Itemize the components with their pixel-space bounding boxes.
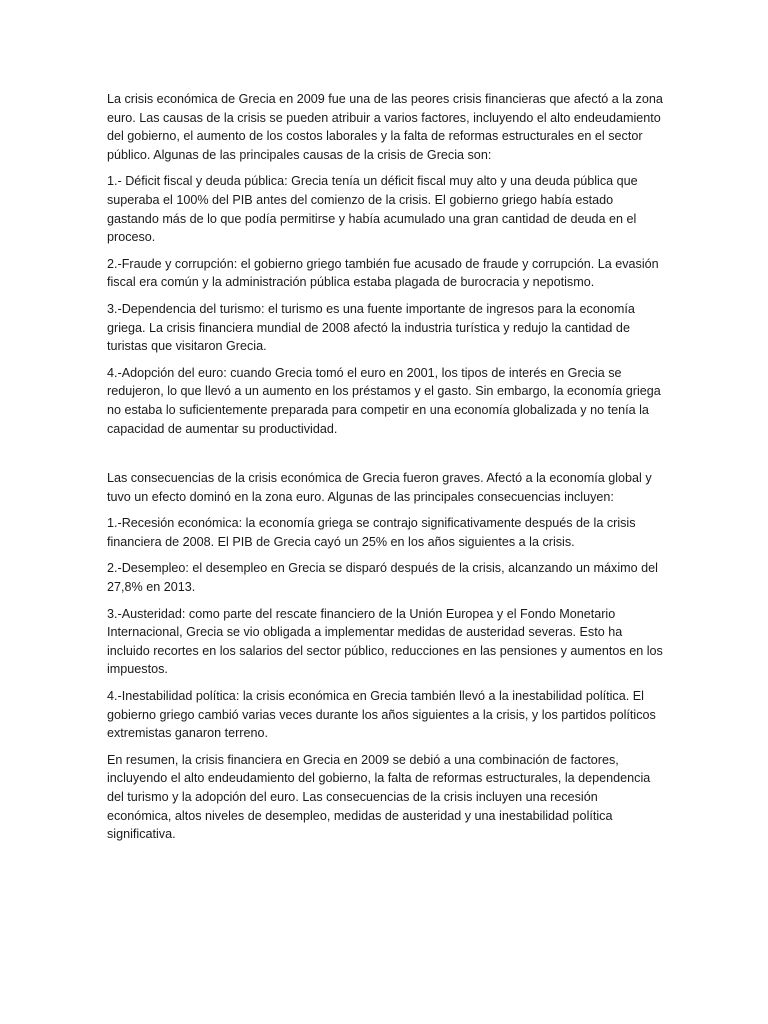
document-page [107,90,663,852]
section-spacer [107,446,663,469]
consequence-item-2: 2.-Desempleo: el desempleo en Grecia se disparó después de la crisis, alcanzando un máximo del 27,8% en 2013. [107,561,658,595]
consequence-item-1: 1.-Recesión económica: la economía griega se contrajo significativamente después de la crisis financiera de 2008. El PIB de Grecia cayó un 25% en los años siguientes a la crisis. [107,516,636,549]
consequences-section [107,469,663,844]
consequence-item-3: 3.-Austeridad: como parte del rescate financiero de la Unión Europea y el Fondo Monetario Internacional, Grecia se vio obligada a implementar medidas de austeridad severas. Esto ha incluido recortes en los salarios del sector público, reducciones en las pensiones y aumentos en los impuestos. [107,606,663,677]
cause-item-1: 1.- Déficit fiscal y deuda pública: Grecia tenía un déficit fiscal muy alto y una deuda pública que superaba el 100% del PIB antes del comienzo de la crisis. El gobierno griego había estado gastando más de lo que podía permitirse y había acumulado una gran cantidad de deuda en el proceso. [107,174,638,245]
causes-intro-paragraph: La crisis económica de Grecia en 2009 fue una de las peores crisis financieras que afectó a la zona euro. Las causas de la crisis se pueden atribuir a varios factores, incluyendo el alto endeudamiento del gobierno, el aumento de los costos laborales y la falta de reformas estructurales en el sector público. Algunas de las principales causas de la crisis de Grecia son: [107,92,663,162]
cause-item-4: 4.-Adopción del euro: cuando Grecia tomó el euro en 2001, los tipos de interés en Grecia se redujeron, lo que llevó a un aumento en los préstamos y el gasto. Sin embargo, la economía griega no estaba lo suficientemente preparada para competir en una economía globalizada y no tenía la capacidad de aumentar su productividad. [107,365,661,436]
consequence-item-4: 4.-Inestabilidad política: la crisis económica en Grecia también llevó a la inestabilidad política. El gobierno griego cambió varias veces durante los años siguientes a la crisis, y los partidos políticos extremistas ganaron terreno. [107,689,656,741]
cause-item-3: 3.-Dependencia del turismo: el turismo es una fuente importante de ingresos para la economía griega. La crisis financiera mundial de 2008 afectó la industria turística y redujo la cantidad de turistas que visitaron Grecia. [107,301,635,354]
summary-paragraph: En resumen, la crisis financiera en Grecia en 2009 se debió a una combinación de factores, incluyendo el alto endeudamiento del gobierno, la falta de reformas estructurales, la dependencia del turismo y la adopción del euro. Las consecuencias de la crisis incluyen una recesión económica, altos niveles de desempleo, medidas de austeridad y una inestabilidad política significativa. [107,752,651,842]
causes-section [107,90,663,438]
cause-item-2: 2.-Fraude y corrupción: el gobierno griego también fue acusado de fraude y corrupción. La evasión fiscal era común y la administración pública estaba plagada de burocracia y nepotismo. [107,256,659,290]
consequences-intro-paragraph: Las consecuencias de la crisis económica de Grecia fueron graves. Afectó a la economía global y tuvo un efecto dominó en la zona euro. Algunas de las principales consecuencias incluyen: [107,471,652,504]
